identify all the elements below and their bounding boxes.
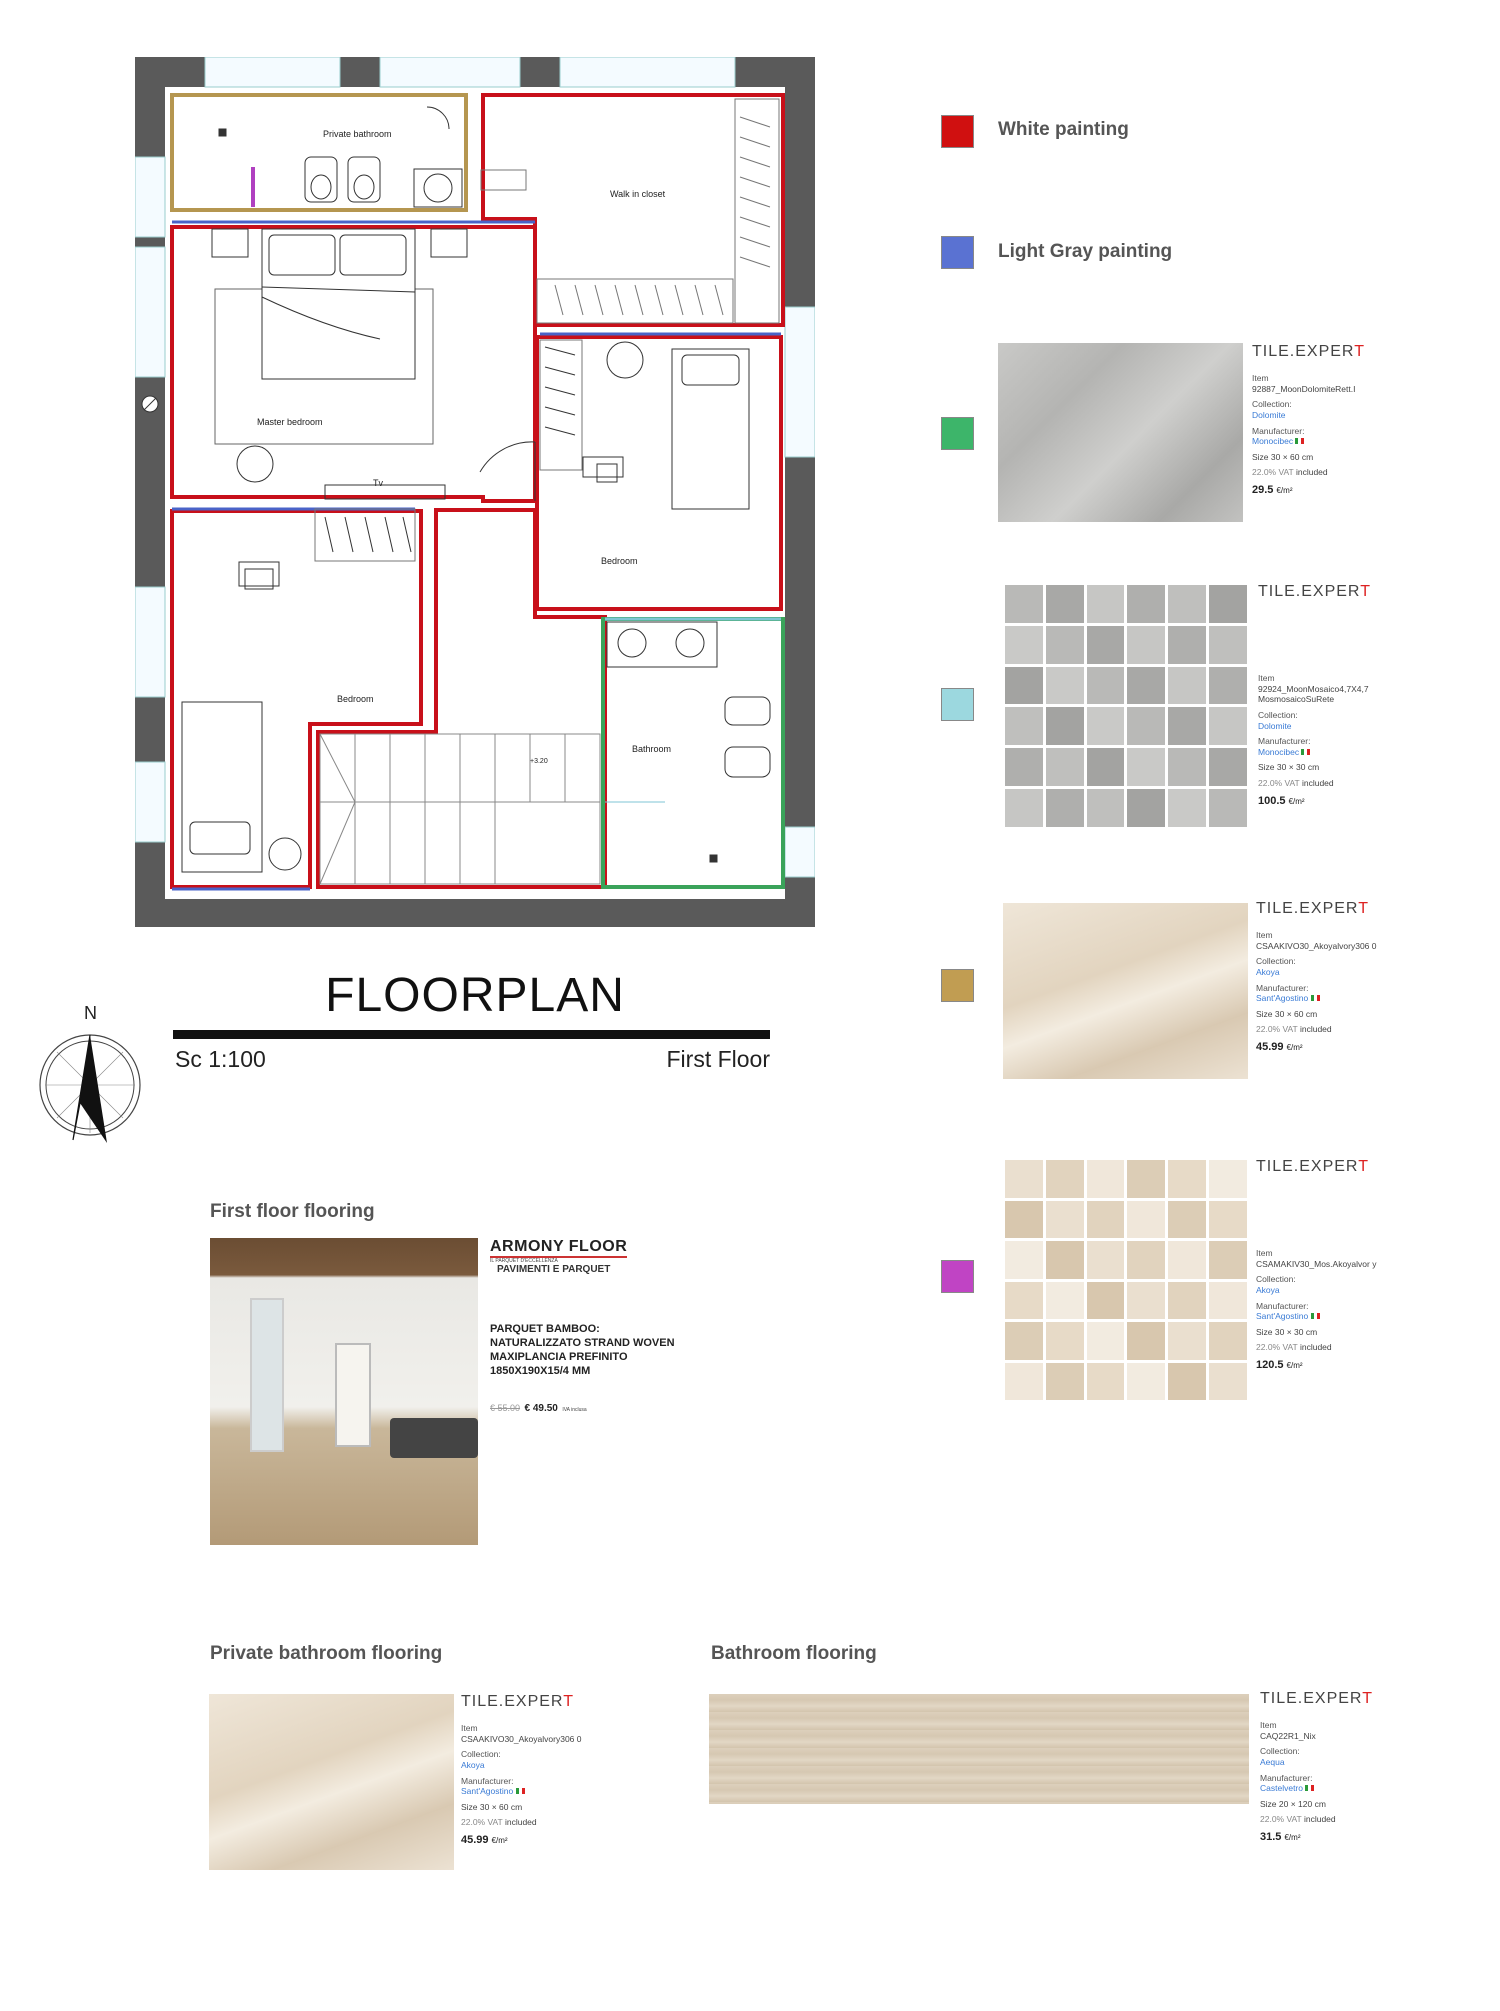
tile-size: Size 30 × 60 cm (461, 1801, 523, 1812)
mosaic-cell (1005, 707, 1043, 745)
mosaic-cell (1087, 1363, 1125, 1401)
mosaic-cell (1046, 585, 1084, 623)
mosaic-cell (1046, 1241, 1084, 1279)
item-label: Item (1256, 1248, 1273, 1258)
mosaic-cell (1168, 1160, 1206, 1198)
mosaic-cell (1127, 707, 1165, 745)
floor-label: First Floor (666, 1046, 770, 1072)
room-label-master-bedroom: Master bedroom (257, 417, 323, 427)
italy-flag-icon (1305, 1785, 1314, 1791)
mosaic-cell (1046, 1201, 1084, 1239)
manufacturer-label: Manufacturer: (1258, 736, 1311, 747)
mosaic-cell (1127, 748, 1165, 786)
tile-expert-logo: TILE.EXPERT (461, 1693, 574, 1710)
mosaic-cell (1168, 1282, 1206, 1320)
mosaic-cell (1127, 1282, 1165, 1320)
manufacturer-link[interactable]: Castelvetro (1260, 1783, 1385, 1794)
mosaic-cell (1005, 1363, 1043, 1401)
tile-image-moon-dolomite (998, 343, 1243, 522)
mosaic-cell (1209, 707, 1247, 745)
mosaic-cell (1005, 789, 1043, 827)
legend-swatch-green (941, 417, 974, 450)
mosaic-cell (1046, 1363, 1084, 1401)
scale-label: Sc 1:100 (175, 1046, 266, 1072)
italy-flag-icon (1311, 1313, 1320, 1319)
tile-card-1: TILE.EXPERT Item 92887_MoonDolomiteRett.I Collection: Dolomite Manufacturer: Monocibec Size 30 × 60 cm 22.0% VAT included 29.5 €/m² (1252, 343, 1377, 498)
tile-price: 45.99 €/m² (461, 1834, 508, 1846)
tile-price: 120.5 €/m² (1256, 1359, 1303, 1371)
collection-link[interactable]: Akoya (1256, 966, 1280, 977)
item-code: CSAAKIVO30_Akoyalvory306 0 (1256, 940, 1377, 951)
mosaic-cell (1046, 1322, 1084, 1360)
collection-label: Collection: (461, 1749, 501, 1760)
manufacturer-link[interactable]: Monocibec (1258, 747, 1383, 758)
mosaic-cell (1005, 1201, 1043, 1239)
legend-swatch-cyan (941, 688, 974, 721)
collection-link[interactable]: Aequa (1260, 1756, 1285, 1767)
legend-swatch-light-gray-painting (941, 236, 974, 269)
tile-price: 29.5 €/m² (1252, 484, 1293, 496)
mosaic-cell (1087, 1322, 1125, 1360)
tile-image-akoya-ivory (1003, 903, 1248, 1079)
legend-label-white-painting: White painting (998, 119, 1129, 140)
mosaic-cell (1209, 748, 1247, 786)
italy-flag-icon (1295, 438, 1304, 444)
legend-swatch-tan (941, 969, 974, 1002)
tile-expert-logo: TILE.EXPERT (1256, 900, 1369, 917)
mosaic-cell (1005, 1282, 1043, 1320)
mosaic-cell (1168, 789, 1206, 827)
mosaic-cell (1005, 1160, 1043, 1198)
tile-card-3: TILE.EXPERT Item CSAAKIVO30_Akoyalvory306 0 Collection: Akoya Manufacturer: Sant'Agostino Size 30 × 60 cm 22.0% VAT included 45.99 €/m² (1256, 900, 1381, 1055)
mosaic-cell (1127, 1322, 1165, 1360)
tile-size: Size 20 × 120 cm (1260, 1798, 1326, 1809)
north-label: N (84, 1003, 97, 1023)
private-bathroom-flooring-title: Private bathroom flooring (210, 1643, 443, 1664)
tile-size: Size 30 × 30 cm (1258, 762, 1320, 773)
mosaic-cell (1168, 748, 1206, 786)
tile-image-akoya-mosaic (1005, 1160, 1247, 1400)
armony-floor-subtitle: PAVIMENTI E PARQUET (497, 1264, 611, 1275)
mosaic-cell (1046, 707, 1084, 745)
item-code: 92887_MoonDolomiteRett.I (1252, 383, 1356, 394)
mosaic-cell (1046, 748, 1084, 786)
mosaic-cell (1168, 1241, 1206, 1279)
tile-card-5: TILE.EXPERT Item CSAAKIVO30_Akoyalvory306 0 Collection: Akoya Manufacturer: Sant'Agostino Size 30 × 60 cm 22.0% VAT included 45.99 €/m² (461, 1693, 586, 1848)
mosaic-cell (1087, 1282, 1125, 1320)
tile-image-bathroom (709, 1694, 1249, 1804)
manufacturer-label: Manufacturer: (461, 1775, 514, 1786)
mosaic-cell (1168, 585, 1206, 623)
mosaic-cell (1127, 1160, 1165, 1198)
mosaic-cell (1087, 1201, 1125, 1239)
legend-swatch-white-painting (941, 115, 974, 148)
collection-label: Collection: (1256, 1274, 1296, 1285)
mosaic-cell (1087, 1160, 1125, 1198)
item-code: CSAAKIVO30_Akoyalvory306 0 (461, 1733, 582, 1744)
floorplan-title: FLOORPLAN (325, 969, 625, 1022)
collection-link[interactable]: Akoya (1256, 1284, 1280, 1295)
item-code: CSAMAKIV30_Mos.Akoyalvor y (1256, 1258, 1377, 1269)
mosaic-cell (1087, 626, 1125, 664)
mosaic-cell (1005, 667, 1043, 705)
manufacturer-label: Manufacturer: (1256, 1300, 1309, 1311)
mosaic-cell (1209, 1363, 1247, 1401)
collection-label: Collection: (1252, 399, 1292, 410)
tile-expert-logo: TILE.EXPERT (1256, 1158, 1369, 1175)
mosaic-cell (1087, 789, 1125, 827)
room-label-walk-in-closet: Walk in closet (610, 189, 666, 199)
mosaic-cell (1005, 748, 1043, 786)
first-floor-flooring-title: First floor flooring (210, 1201, 375, 1222)
italy-flag-icon (516, 1788, 525, 1794)
mosaic-cell (1127, 1241, 1165, 1279)
mosaic-cell (1168, 667, 1206, 705)
mosaic-cell (1005, 1322, 1043, 1360)
manufacturer-link[interactable]: Sant'Agostino (1256, 993, 1381, 1004)
item-code: CAQ22R1_Nix (1260, 1730, 1316, 1741)
manufacturer-label: Manufacturer: (1252, 425, 1305, 436)
mosaic-cell (1005, 626, 1043, 664)
collection-label: Collection: (1260, 1746, 1300, 1757)
title-rule (173, 1030, 770, 1039)
tile-card-2: TILE.EXPERT Item 92924_MoonMosaico4,7X4,7 MosmosaicoSuRete Collection: Dolomite Manufacturer: Monocibec Size 30 × 30 cm 22.0% VAT included 100.5 €/m² (1258, 583, 1383, 808)
item-label: Item (1252, 373, 1269, 383)
tile-size: Size 30 × 60 cm (1256, 1008, 1318, 1019)
item-label: Item (1258, 673, 1275, 683)
item-label: Item (1260, 1720, 1277, 1730)
mosaic-cell (1168, 1322, 1206, 1360)
mosaic-cell (1046, 1282, 1084, 1320)
mosaic-cell (1005, 1241, 1043, 1279)
parquet-description: PARQUET BAMBOO: NATURALIZZATO STRAND WOVEN MAXIPLANCIA PREFINITO 1850X190X15/4 MM (490, 1323, 675, 1377)
tile-expert-logo: TILE.EXPERT (1260, 1690, 1373, 1707)
mosaic-cell (1209, 1160, 1247, 1198)
mosaic-cell (1127, 789, 1165, 827)
parquet-price: € 55.00 € 49.50 IVA inclusa (490, 1403, 587, 1414)
mosaic-cell (1209, 1241, 1247, 1279)
manufacturer-link[interactable]: Sant'Agostino (461, 1786, 586, 1797)
mosaic-cell (1209, 667, 1247, 705)
collection-link[interactable]: Dolomite (1258, 720, 1292, 731)
mosaic-cell (1168, 707, 1206, 745)
mosaic-cell (1127, 626, 1165, 664)
legend-swatch-purple (941, 1260, 974, 1293)
parquet-room-photo (210, 1238, 478, 1545)
tile-image-private-bathroom (209, 1694, 454, 1870)
item-label: Item (461, 1723, 478, 1733)
mosaic-cell (1046, 1160, 1084, 1198)
tile-price: 31.5 €/m² (1260, 1831, 1301, 1843)
mosaic-cell (1209, 1282, 1247, 1320)
mosaic-cell (1209, 585, 1247, 623)
room-label-private-bathroom: Private bathroom (323, 129, 392, 139)
tile-image-moon-mosaico (1005, 585, 1247, 827)
mosaic-cell (1087, 748, 1125, 786)
manufacturer-link[interactable]: Monocibec (1252, 436, 1377, 447)
mosaic-cell (1046, 789, 1084, 827)
manufacturer-link[interactable]: Sant'Agostino (1256, 1311, 1381, 1322)
mosaic-cell (1127, 1363, 1165, 1401)
room-label-bedroom-right: Bedroom (601, 556, 638, 566)
collection-label: Collection: (1256, 956, 1296, 967)
tile-expert-logo: TILE.EXPERT (1252, 343, 1365, 360)
item-label: Item (1256, 930, 1273, 940)
mosaic-cell (1209, 1201, 1247, 1239)
mosaic-cell (1168, 626, 1206, 664)
collection-label: Collection: (1258, 709, 1298, 720)
tile-card-4: TILE.EXPERT Item CSAMAKIV30_Mos.Akoyalvor y Collection: Akoya Manufacturer: Sant'Agostino Size 30 × 30 cm 22.0% VAT included 120.5 €/m² (1256, 1158, 1381, 1373)
mosaic-cell (1005, 585, 1043, 623)
room-label-bathroom: Bathroom (632, 744, 672, 754)
manufacturer-label: Manufacturer: (1260, 1772, 1313, 1783)
mosaic-cell (1168, 1363, 1206, 1401)
manufacturer-label: Manufacturer: (1256, 982, 1309, 993)
mosaic-cell (1046, 626, 1084, 664)
armony-floor-logo: ARMONY FLOOR IL PARQUET D'ECCELLENZA (490, 1238, 628, 1264)
mosaic-cell (1127, 667, 1165, 705)
mosaic-cell (1209, 626, 1247, 664)
tile-price: 100.5 €/m² (1258, 794, 1305, 807)
tile-price: 45.99 €/m² (1256, 1041, 1303, 1053)
tile-size: Size 30 × 60 cm (1252, 451, 1314, 462)
floorplan-drawing (135, 57, 815, 927)
mosaic-cell (1209, 1322, 1247, 1360)
mosaic-cell (1168, 1201, 1206, 1239)
mosaic-cell (1087, 667, 1125, 705)
stair-level-label: +3.20 (530, 758, 548, 765)
mosaic-cell (1127, 585, 1165, 623)
mosaic-cell (1046, 667, 1084, 705)
tv-label: Tv (373, 478, 383, 488)
room-label-bedroom-left: Bedroom (337, 694, 374, 704)
collection-link[interactable]: Akoya (461, 1759, 485, 1770)
italy-flag-icon (1301, 749, 1310, 755)
legend-label-light-gray-painting: Light Gray painting (998, 241, 1173, 262)
mosaic-cell (1087, 1241, 1125, 1279)
mosaic-cell (1087, 707, 1125, 745)
mosaic-cell (1209, 789, 1247, 827)
mosaic-cell (1087, 585, 1125, 623)
tile-expert-logo: TILE.EXPERT (1258, 583, 1371, 600)
italy-flag-icon (1311, 995, 1320, 1001)
mosaic-cell (1127, 1201, 1165, 1239)
collection-link[interactable]: Dolomite (1252, 409, 1286, 420)
compass-icon (35, 1025, 145, 1145)
tile-size: Size 30 × 30 cm (1256, 1326, 1318, 1337)
bathroom-flooring-title: Bathroom flooring (711, 1643, 877, 1664)
tile-card-6: TILE.EXPERT Item CAQ22R1_Nix Collection: Aequa Manufacturer: Castelvetro Size 20 × 120 cm 22.0% VAT included 31.5 €/m² (1260, 1690, 1385, 1845)
item-code: 92924_MoonMosaico4,7X4,7 MosmosaicoSuRete (1258, 683, 1369, 705)
